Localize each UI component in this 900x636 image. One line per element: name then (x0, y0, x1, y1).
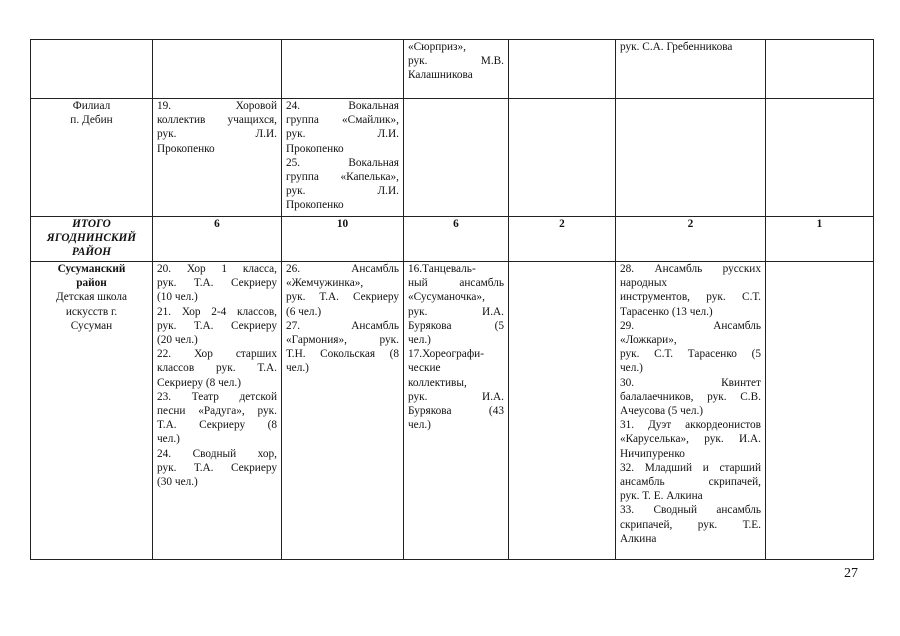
cell-line: РАЙОН (71, 246, 112, 259)
cell-line: песни «Радуга», рук. (157, 405, 277, 418)
cell-total-value-6: 1 (766, 217, 874, 262)
cell-line: рук. Т.А. Секриеру (157, 319, 277, 332)
cell-line: «Сюрприз», (408, 41, 466, 53)
page-number: 27 (844, 566, 858, 581)
cell-line: Детская школа (55, 291, 128, 304)
table-row-debin (31, 99, 874, 217)
cell-total-value-3: 6 (404, 217, 509, 262)
cell-line: 23. Театр детской (157, 390, 277, 403)
cell-line: Бурякова (43 (408, 405, 504, 418)
cell-line: Прокопенко (157, 142, 215, 155)
cell-line: (10 чел.) (157, 291, 198, 304)
cell-line: 28. Ансамбль русских (620, 263, 761, 275)
cell-line: чел.) (157, 433, 180, 446)
cell-line: Т.Н. Сокольская (8 (286, 348, 399, 361)
cell-line: «Каруселька», рук. И.А. (620, 433, 761, 446)
cell-susuman-col3 (282, 262, 404, 560)
table-row-top (31, 40, 874, 99)
cell-debin-col2 (153, 99, 282, 217)
cell-line: ческие (408, 362, 441, 375)
cell-top-col2 (153, 40, 282, 99)
table-row-total (31, 217, 874, 262)
susuman-school-name (35, 290, 148, 333)
cell-line: (20 чел.) (157, 334, 198, 347)
cell-line: п. Дебин (70, 114, 113, 127)
table-row-susuman (31, 262, 874, 560)
cell-line: Прокопенко (286, 199, 344, 212)
cell-line: Секриеру (8 чел.) (157, 376, 242, 389)
cell-line: 25. Вокальная (286, 156, 399, 169)
cell-line: рук. Л.И. (157, 128, 277, 141)
cell-line: чел.) (286, 362, 309, 375)
cell-line: инструментов, рук. С.Т. (620, 291, 761, 304)
cell-line: 26. Ансамбль (286, 263, 399, 275)
cell-line: рук. Т. Е. Алкина (620, 490, 703, 503)
cell-line: рук. Т.А. Секриеру (286, 291, 399, 304)
cell-line: 21. Хор 2-4 классов, (157, 305, 277, 318)
cell-line: 31. Дуэт аккордеонистов (620, 419, 761, 432)
cell-susuman-col6 (616, 262, 766, 560)
cell-debin-location (31, 99, 153, 217)
cell-line: чел.) (408, 419, 431, 432)
cell-line: народных (620, 277, 668, 290)
cell-debin-col7 (766, 99, 874, 217)
cell-line: район (76, 277, 107, 290)
cell-line: Т.А. Секриеру (8 (157, 419, 277, 432)
cell-line: Тарасенко (13 чел.) (620, 305, 713, 318)
cell-line: 33. Сводный ансамбль (620, 504, 761, 517)
cell-susuman-col5 (509, 262, 616, 560)
cell-line: Бурякова (5 (408, 319, 504, 332)
cell-total-label (31, 217, 153, 262)
cell-line: рук. И.А. (408, 390, 504, 403)
cell-line: Алкина (620, 532, 657, 545)
cell-line: искусств г. (65, 305, 118, 318)
cell-line: коллективы, (408, 376, 467, 389)
cell-debin-col3 (282, 99, 404, 217)
cell-line: Прокопенко (286, 142, 344, 155)
cell-total-value-1: 6 (153, 217, 282, 262)
cell-line: рук. М.В. (408, 55, 504, 68)
cell-top-col4 (404, 40, 509, 99)
cell-line: (6 чел.) (286, 305, 322, 318)
cell-line: 24. Вокальная (286, 100, 399, 112)
cell-line: ИТОГО (72, 218, 111, 230)
cell-line: «Жемчужинка», (286, 277, 364, 290)
cell-susuman-col7 (766, 262, 874, 560)
cell-line: Сусуман (70, 319, 113, 332)
cell-line: 30. Квинтет (620, 376, 761, 389)
cell-debin-col5 (509, 99, 616, 217)
cell-line: Сусуманский (57, 263, 126, 275)
cell-line: Ничипуренко (620, 447, 685, 460)
cell-line: Филиал (72, 100, 111, 112)
cell-total-value-5: 2 (616, 217, 766, 262)
cell-line: ный ансамбль (408, 277, 504, 290)
cell-top-col3 (282, 40, 404, 99)
cell-line: ансамбль скрипачей, (620, 476, 761, 489)
cell-line: рук. Л.И. (286, 185, 399, 198)
cell-line: рук. С.Т. Тарасенко (5 (620, 348, 761, 361)
cell-line: «Сусуманочка», (408, 291, 485, 304)
cell-line: «Гармония», рук. (286, 334, 399, 347)
cell-line: 24. Сводный хор, (157, 447, 277, 460)
cell-debin-col6 (616, 99, 766, 217)
cell-line: чел.) (620, 362, 643, 375)
cell-line: 17.Хореографи- (408, 348, 484, 361)
cell-top-col6-text: рук. С.А. Гребенникова (620, 41, 733, 53)
cell-line: рук. Т.А. Секриеру (157, 277, 277, 290)
cell-line: «Ложкари», (620, 334, 677, 347)
cell-total-value-4: 2 (509, 217, 616, 262)
cell-line: 20. Хор 1 класса, (157, 263, 277, 275)
cell-line: коллектив учащихся, (157, 114, 277, 127)
cell-line: чел.) (408, 334, 431, 347)
cell-susuman-col4 (404, 262, 509, 560)
cell-line: 32. Младший и старший (620, 461, 761, 474)
cell-line: рук. И.А. (408, 305, 504, 318)
cell-line: 27. Ансамбль (286, 319, 399, 332)
cell-line: Ачеусова (5 чел.) (620, 405, 704, 418)
cell-line: скрипачей, рук. Т.Е. (620, 518, 761, 531)
cell-line: группа «Смайлик», (286, 114, 399, 127)
cell-line: ЯГОДНИНСКИЙ (46, 232, 137, 245)
cell-debin-col4 (404, 99, 509, 217)
cell-top-col6 (616, 40, 766, 99)
cell-total-value-2: 10 (282, 217, 404, 262)
cell-line: балалаечников, рук. С.В. (620, 390, 761, 403)
cell-line: 16.Танцеваль- (408, 263, 476, 275)
cell-line: рук. Л.И. (286, 128, 399, 141)
cell-top-col1 (31, 40, 153, 99)
cell-line: классов рук. Т.А. (157, 362, 277, 375)
cell-line: 22. Хор старших (157, 348, 277, 361)
cell-line: 29. Ансамбль (620, 319, 761, 332)
cell-line: (30 чел.) (157, 476, 198, 489)
cell-line: Калашникова (408, 69, 473, 82)
cell-line: 19. Хоровой (157, 100, 277, 112)
cell-susuman-col2 (153, 262, 282, 560)
cell-top-col5 (509, 40, 616, 99)
culture-groups-table (30, 39, 874, 560)
cell-top-col7 (766, 40, 874, 99)
cell-line: рук. Т.А. Секриеру (157, 461, 277, 474)
cell-susuman-location (31, 262, 153, 560)
susuman-district-name (35, 262, 148, 290)
cell-line: группа «Капелька», (286, 171, 399, 184)
